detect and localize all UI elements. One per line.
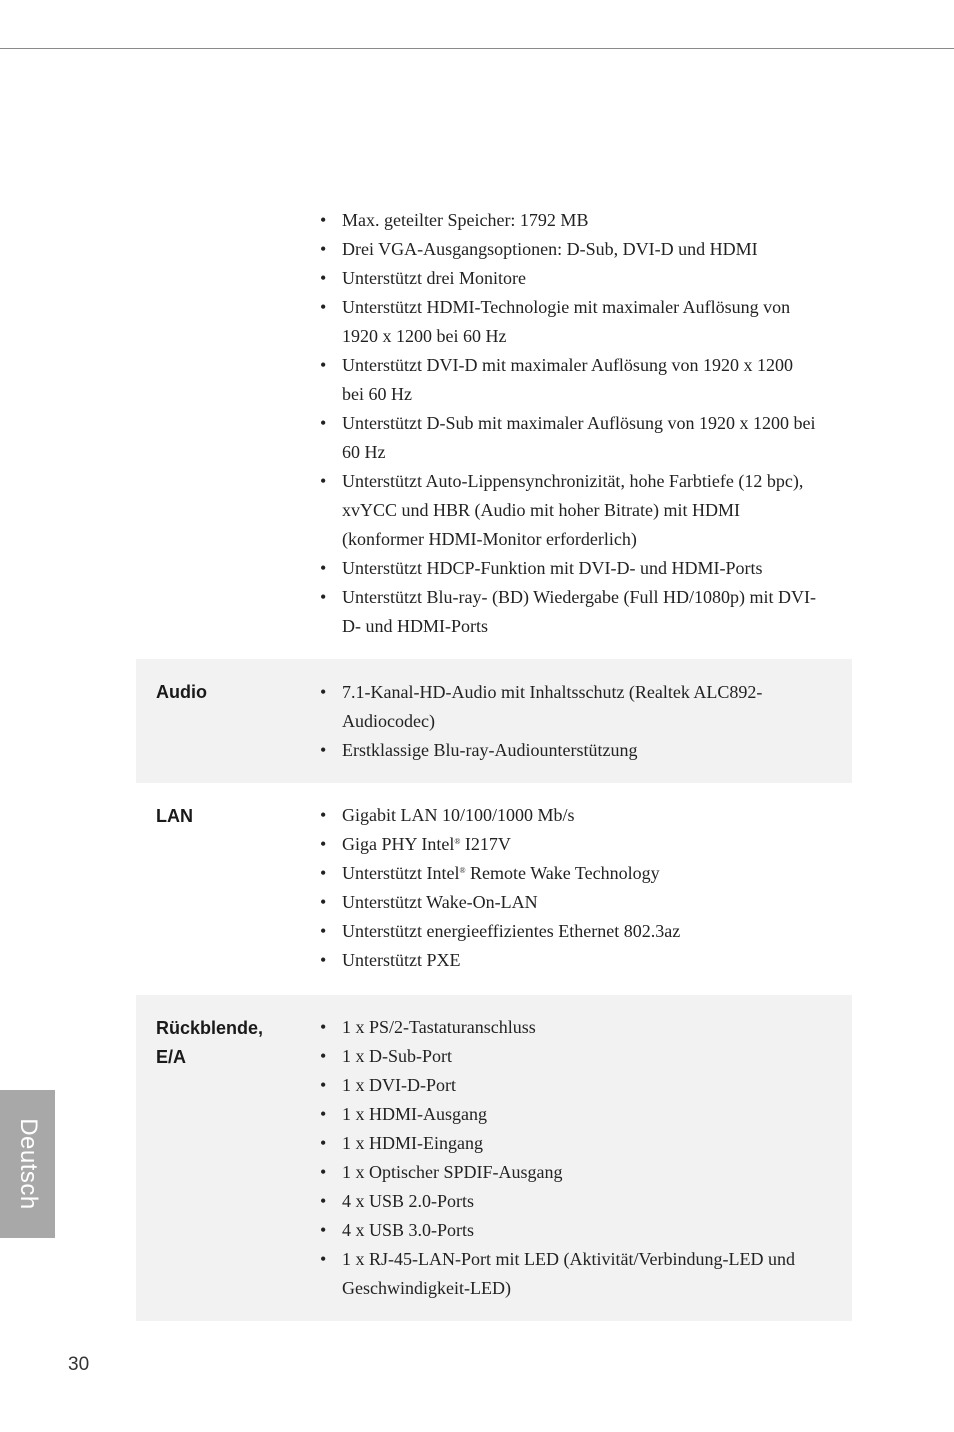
audio-section [136, 659, 852, 783]
rear-io-section [136, 995, 852, 1321]
list-item: • Unterstützt energieeffizientes Ethernet 802.3az [320, 917, 832, 946]
list-item: • 1 x Optischer SPDIF-Ausgang [320, 1158, 832, 1187]
language-label: Deutsch [14, 1118, 42, 1210]
list-item: • Unterstützt Intel® Remote Wake Technology [320, 859, 832, 888]
list-item: • Unterstützt DVI-D mit maximaler Auflösung von 1920 x 1200 bei 60 Hz [320, 351, 816, 409]
list-item: • Unterstützt HDCP-Funktion mit DVI-D- und HDMI-Ports [320, 554, 816, 583]
rear-io-label: Rückblende, E/A [156, 1018, 264, 1067]
list-item: • Unterstützt Wake-On-LAN [320, 888, 832, 917]
lan-label: LAN [156, 806, 193, 826]
list-item: • 1 x DVI-D-Port [320, 1071, 832, 1100]
list-item: • Unterstützt HDMI-Technologie mit maximaler Auflösung von 1920 x 1200 bei 60 Hz [320, 293, 816, 351]
language-side-tab [0, 1090, 55, 1238]
list-item: • 7.1-Kanal-HD-Audio mit Inhaltsschutz (Realtek ALC892-Audiocodec) [320, 678, 832, 736]
list-item: • 1 x HDMI-Ausgang [320, 1100, 832, 1129]
registered-mark: ® [459, 866, 466, 875]
list-item: • Giga PHY Intel® I217V [320, 830, 832, 859]
audio-list [320, 678, 832, 765]
list-item: • Gigabit LAN 10/100/1000 Mb/s [320, 801, 832, 830]
list-item: • 1 x PS/2-Tastaturanschluss [320, 1013, 832, 1042]
page-number: 30 [68, 1354, 90, 1375]
list-item: • 1 x RJ-45-LAN-Port mit LED (Aktivität/Verbindung-LED und Geschwindigkeit-LED) [320, 1245, 832, 1303]
audio-label: Audio [156, 682, 207, 702]
graphics-section [136, 196, 852, 656]
lan-list [320, 801, 832, 975]
list-item: • Max. geteilter Speicher: 1792 MB [320, 206, 816, 235]
list-item: • 1 x HDMI-Eingang [320, 1129, 832, 1158]
header-rule [0, 48, 954, 49]
graphics-list [320, 206, 816, 641]
rear-io-list [320, 1013, 832, 1303]
list-item: • Unterstützt D-Sub mit maximaler Auflösung von 1920 x 1200 bei 60 Hz [320, 409, 816, 467]
list-item: • Unterstützt drei Monitore [320, 264, 816, 293]
list-item: • Unterstützt Blu-ray- (BD) Wiedergabe (Full HD/1080p) mit DVI-D- und HDMI-Ports [320, 583, 816, 641]
list-item: • Unterstützt Auto-Lippensynchronizität, hohe Farbtiefe (12 bpc), xvYCC und HBR (Audio mit hoher Bitrate) mit HDMI (konformer HDMI-Monitor erforderlich) [320, 467, 816, 554]
list-item: • 1 x D-Sub-Port [320, 1042, 832, 1071]
list-item: • 4 x USB 3.0-Ports [320, 1216, 832, 1245]
lan-section [136, 783, 852, 994]
list-item: • 4 x USB 2.0-Ports [320, 1187, 832, 1216]
list-item: • Erstklassige Blu-ray-Audiounterstützung [320, 736, 832, 765]
list-item: • Unterstützt PXE [320, 946, 832, 975]
list-item: • Drei VGA-Ausgangsoptionen: D-Sub, DVI-D und HDMI [320, 235, 816, 264]
registered-mark: ® [454, 837, 461, 846]
